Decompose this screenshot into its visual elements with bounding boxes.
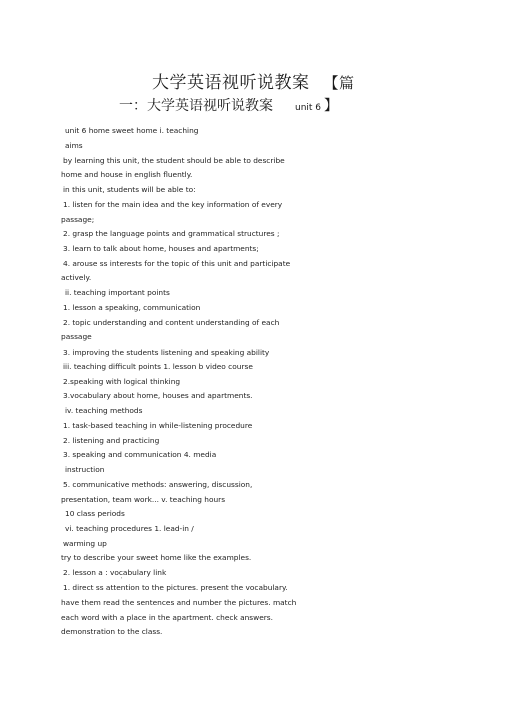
text-line: iii. teaching difficult points 1. lesson b video course: [63, 362, 253, 371]
text-line: 2. listening and practicing: [63, 436, 160, 445]
text-line: 1. listen for the main idea and the key information of every: [63, 200, 283, 209]
text-line: 1. lesson a speaking, communication: [63, 303, 201, 312]
text-line: 2. topic understanding and content understanding of each: [63, 318, 280, 327]
text-line: vi. teaching procedures 1. lead-in /: [65, 524, 194, 533]
title-bracket: 【篇: [323, 74, 355, 92]
text-line: 1. task-based teaching in while-listening procedure: [63, 421, 253, 430]
text-line: warming up: [63, 539, 107, 548]
text-line: by learning this unit, the student should be able to describe: [63, 156, 285, 165]
text-line: demonstration to the class.: [61, 627, 163, 636]
document-subtitle: [119, 95, 338, 115]
text-line: actively.: [61, 273, 92, 282]
text-line: each word with a place in the apartment. check answers.: [61, 613, 273, 622]
text-line: 3. speaking and communication 4. media: [63, 450, 217, 459]
text-line: iv. teaching methods: [65, 406, 143, 415]
text-line: try to describe your sweet home like the examples.: [61, 553, 252, 562]
text-line: 2. lesson a : vocabulary link: [63, 568, 167, 577]
text-line: have them read the sentences and number the pictures. match: [61, 598, 297, 607]
text-line: 4. arouse ss interests for the topic of this unit and participate: [63, 259, 291, 268]
stray-mark: ': [121, 577, 123, 583]
text-line: 2. grasp the language points and grammatical structures ;: [63, 229, 280, 238]
text-line: 3.vocabulary about home, houses and apartments.: [63, 391, 253, 400]
text-line: home and house in english fluently.: [61, 170, 193, 179]
document-title: [152, 68, 355, 93]
text-line: 2.speaking with logical thinking: [63, 377, 181, 386]
text-line: presentation, team work... v. teaching hours: [61, 495, 226, 504]
text-line: 5. communicative methods: answering, discussion,: [63, 480, 253, 489]
title-text: 大学英语视听说教案: [152, 73, 310, 93]
text-line: ii. teaching important points: [65, 288, 170, 297]
text-line: 1. direct ss attention to the pictures. present the vocabulary.: [63, 583, 288, 592]
text-line: aims: [65, 141, 83, 150]
text-line: in this unit, students will be able to:: [63, 185, 196, 194]
subtitle-close-bracket: 】: [324, 98, 339, 114]
text-line: passage: [61, 332, 92, 341]
text-line: 3. improving the students listening and speaking ability: [63, 348, 270, 357]
subtitle-unit: unit 6: [295, 103, 322, 113]
text-line: 10 class periods: [65, 509, 125, 518]
text-line: instruction: [65, 465, 105, 474]
subtitle-text: 一：大学英语视听说教案: [119, 98, 273, 114]
text-line: passage;: [61, 215, 95, 224]
text-line: 3. learn to talk about home, houses and apartments;: [63, 244, 259, 253]
text-line: unit 6 home sweet home i. teaching: [65, 126, 199, 135]
